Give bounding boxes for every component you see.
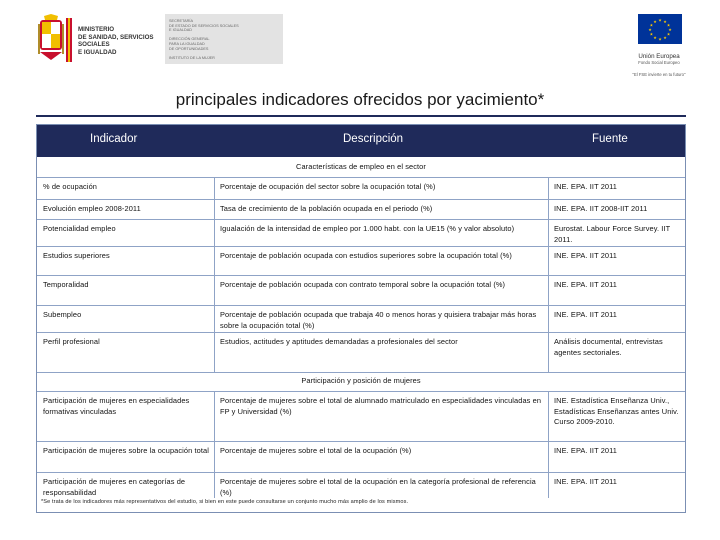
cell-indicator: Perfil profesional — [43, 337, 100, 346]
svg-text:★: ★ — [649, 31, 654, 37]
eu-caption — [628, 46, 690, 84]
cell-indicator: Participación de mujeres en categorías de responsabilidad — [43, 477, 186, 497]
cell-source: Eurostat. Labour Force Survey. IIT 2011. — [554, 224, 671, 244]
table-row — [37, 305, 685, 332]
cell-source: INE. EPA. IIT 2011 — [554, 310, 618, 319]
svg-text:★: ★ — [666, 22, 671, 28]
cell-indicator: Participación de mujeres en especialidades formativas vinculadas — [43, 396, 190, 416]
cell-description: Porcentaje de población ocupada que trabaja 40 o menos horas y quisiera trabajar más horas sobre la ocupación total (%) — [220, 310, 537, 330]
cell-description: Porcentaje de mujeres sobre el total de la ocupación (%) — [220, 446, 412, 455]
svg-text:★: ★ — [653, 18, 657, 24]
eu-motto: "El FSE invierte en tu futuro" — [632, 72, 686, 77]
cell-indicator: Temporalidad — [43, 280, 89, 289]
cell-indicator: Participación de mujeres sobre la ocupación total — [43, 446, 209, 455]
cell-description: Porcentaje de población ocupada con estudios superiores sobre la ocupación total (%) — [220, 251, 512, 260]
svg-text:★: ★ — [658, 36, 662, 42]
svg-text:★: ★ — [649, 22, 654, 28]
section-row — [37, 157, 685, 177]
header-source: Fuente — [592, 133, 628, 145]
svg-text:★: ★ — [666, 31, 671, 37]
svg-text:★: ★ — [663, 35, 667, 40]
cell-indicator: % de ocupación — [43, 182, 97, 191]
cell-source: INE. EPA. IIT 2011 — [554, 477, 618, 486]
svg-text:★: ★ — [663, 18, 667, 24]
footnote: *Se trata de los indicadores más representativos del estudio, si bien en este puede consultarse un conjunto mucho más amplio de los mismos. — [41, 499, 409, 505]
column-divider — [214, 177, 215, 372]
svg-text:★: ★ — [668, 27, 672, 32]
cell-source: INE. EPA. IIT 2011 — [554, 182, 618, 191]
cell-description: Estudios, actitudes y aptitudes demandadas a profesionales del sector — [220, 337, 458, 346]
cell-source: INE. Estadística Enseñanza Univ., Estadísticas Enseñanzas antes Univ. Curso 2009-2010. — [554, 396, 679, 426]
ministry-name: MINISTERIO DE SANIDAD, SERVICIOS SOCIALES E IGUALDAD — [78, 26, 154, 56]
eu-name: Unión Europea — [638, 53, 680, 60]
table-row — [37, 199, 685, 219]
indicators-table — [36, 124, 686, 513]
cell-indicator: Potencialidad empleo — [43, 224, 116, 233]
ministry-logo — [38, 14, 248, 66]
eu-flag-icon — [638, 14, 682, 44]
svg-text:★: ★ — [653, 35, 657, 40]
cell-source: INE. EPA. IIT 2011 — [554, 446, 618, 455]
table-row — [37, 275, 685, 305]
cell-indicator: Subempleo — [43, 310, 82, 319]
table-row — [37, 246, 685, 275]
cell-source: INE. EPA. IIT 2011 — [554, 251, 618, 260]
table-row — [37, 441, 685, 472]
cell-description: Igualación de la intensidad de empleo por 1.000 habt. con la UE15 (% y valor absoluto) — [220, 224, 515, 233]
title-underline — [36, 115, 686, 117]
cell-description: Tasa de crecimiento de la población ocupada en el periodo (%) — [220, 204, 433, 213]
cell-source: INE. EPA. IIT 2011 — [554, 280, 618, 289]
section-title: Participación y posición de mujeres — [301, 376, 421, 385]
cell-indicator: Evolución empleo 2008-2011 — [43, 204, 141, 213]
table-row — [37, 177, 685, 199]
table-row — [37, 332, 685, 372]
svg-text:★: ★ — [658, 17, 662, 23]
page-title: principales indicadores ofrecidos por yacimiento* — [175, 90, 545, 109]
eu-logo — [628, 14, 690, 77]
cell-description: Porcentaje de mujeres sobre el total de alumnado matriculado en especialidades vinculadas en FP y Universidad (%) — [220, 396, 542, 416]
column-divider — [214, 391, 215, 498]
cell-indicator: Estudios superiores — [43, 251, 110, 260]
secretariat-name: SECRETARÍA DE ESTADO DE SERVICIOS SOCIALES E IGUALDAD DIRECCIÓN GENERAL PARA LA IGUALDAD DE OPORTUNIDADES INSTITUTO DE LA MUJER — [169, 19, 239, 60]
cell-source: INE. EPA. IIT 2008-IIT 2011 — [554, 204, 648, 213]
spanish-crest-icon — [38, 14, 64, 62]
table-row — [37, 472, 685, 498]
table-row — [37, 391, 685, 441]
header-description: Descripción — [343, 133, 404, 145]
section-row — [37, 372, 685, 391]
header-indicator: Indicador — [90, 133, 138, 145]
cell-source: Análisis documental, entrevistas agentes sectoriales. — [554, 337, 663, 357]
eu-fund: Fondo Social Europeo — [638, 60, 680, 65]
table-row — [37, 219, 685, 246]
flag-band-yellow — [68, 18, 70, 62]
svg-text:★: ★ — [648, 27, 652, 32]
section-title: Características de empleo en el sector — [296, 162, 426, 171]
cell-description: Porcentaje de ocupación del sector sobre la ocupación total (%) — [220, 182, 436, 191]
column-divider — [548, 177, 549, 372]
cell-description: Porcentaje de mujeres sobre el total de la ocupación en la categoría profesional de referencia (%) — [220, 477, 536, 497]
column-divider — [548, 391, 549, 498]
cell-description: Porcentaje de población ocupada con contrato temporal sobre la ocupación total (%) — [220, 280, 506, 289]
table-header — [37, 125, 685, 157]
